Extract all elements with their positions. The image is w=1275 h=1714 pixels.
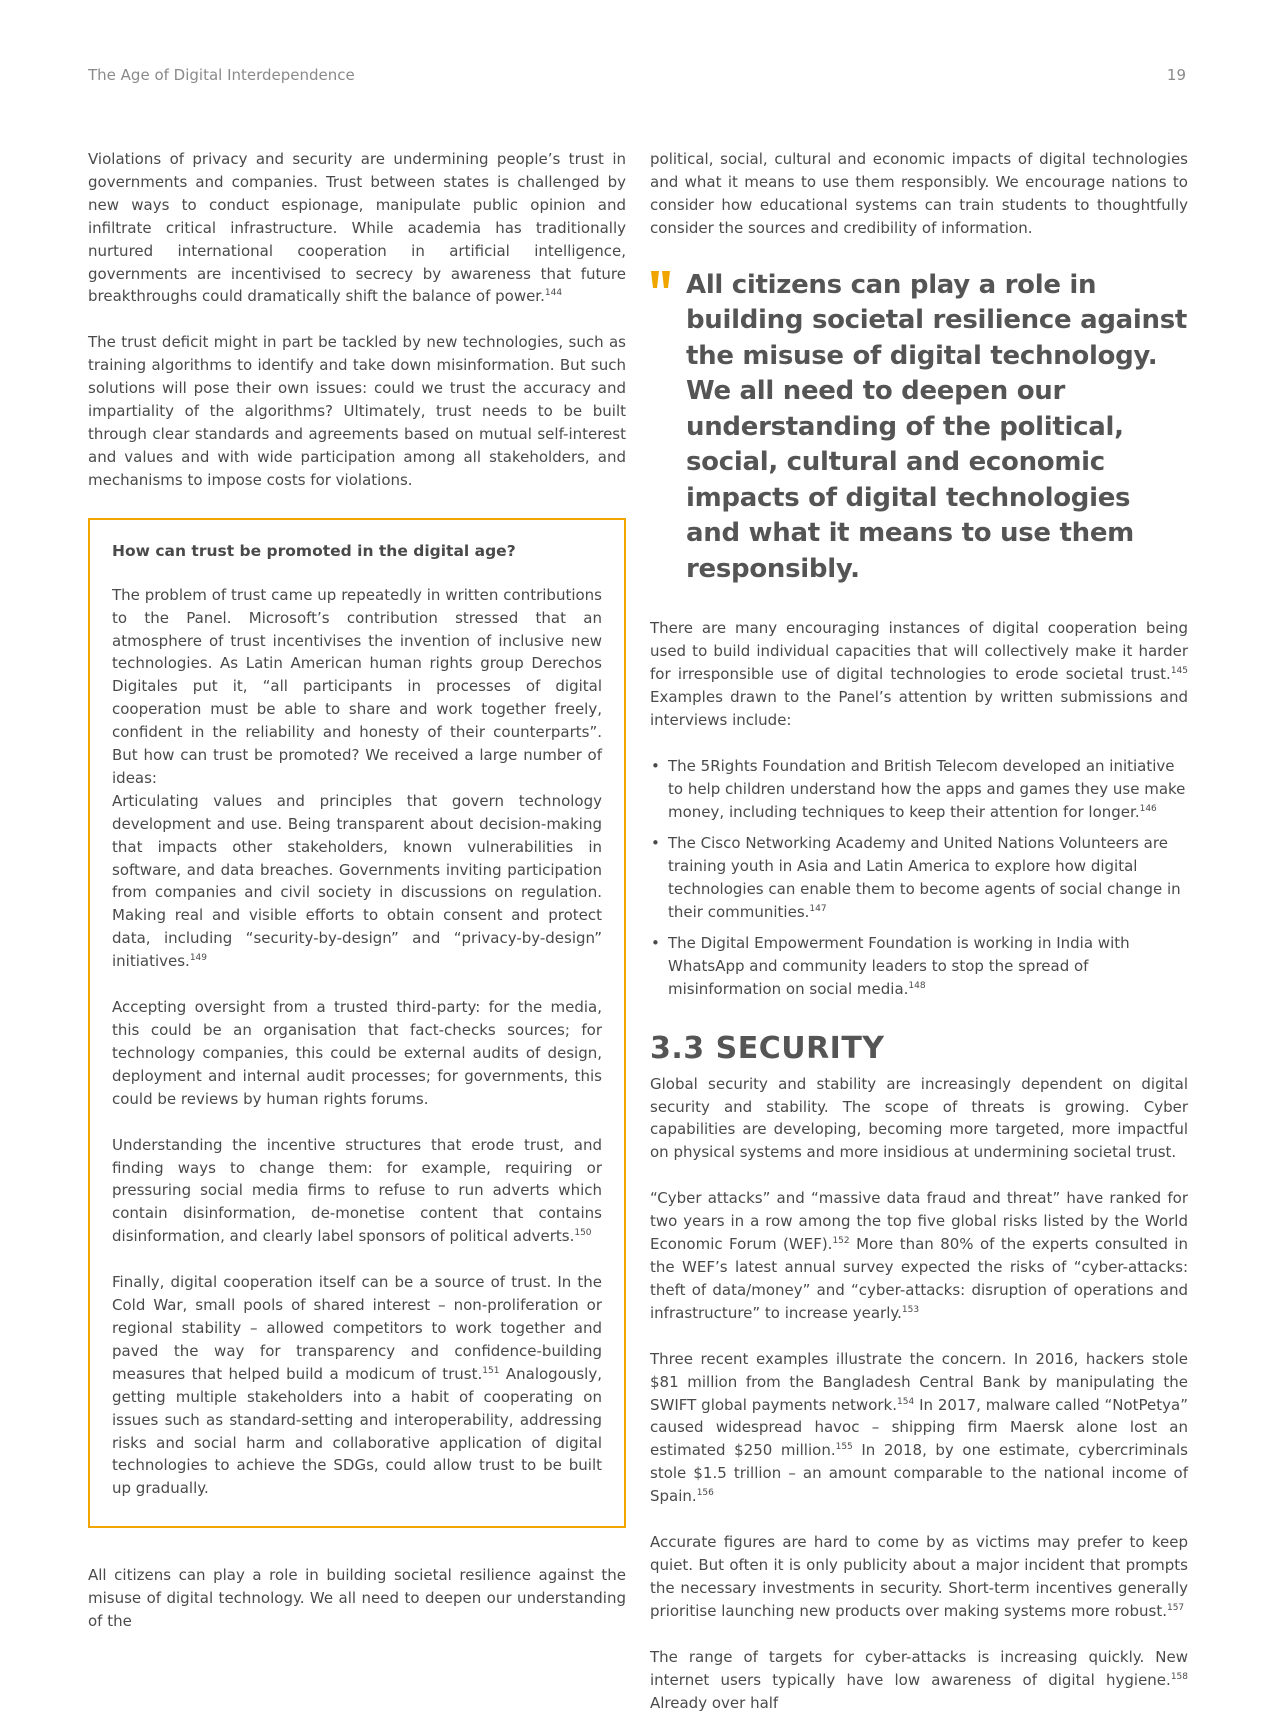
footnote-ref[interactable]: 155 xyxy=(835,1442,853,1453)
paragraph: All citizens can play a role in building societal resilience against the misuse of digital technology. We all need to deepen our understanding of the xyxy=(88,1566,626,1631)
running-header xyxy=(88,66,1186,84)
quote-mark-icon xyxy=(650,270,672,292)
pull-quote xyxy=(650,268,1188,588)
document-title: The Age of Digital Interdependence xyxy=(88,66,355,84)
box-paragraph: Understanding the incentive structures that erode trust, and finding ways to change them: for example, requiring or pressuring social media firms to refuse to run adverts which contain disinformation, de-monetise content that contains disinformation, and clearly label sponsors of political adverts.$^{150}$ xyxy=(112,1135,602,1246)
examples-list xyxy=(650,755,1188,1001)
box-title: How can trust be promoted in the digital age? xyxy=(112,541,516,560)
bullet-icon: • xyxy=(651,933,660,952)
page-number: 19 xyxy=(1166,66,1186,84)
bullet-icon: • xyxy=(651,833,660,852)
footnote-ref[interactable]: 154 xyxy=(897,1396,915,1407)
paragraph: The trust deficit might in part be tackled by new technologies, such as training algorithms to identify and take down misinformation. But such solutions will pose their own issues: could we trust the accuracy and impartiality of the algorithms? Ultimately, trust needs to be built through clear standards and agreements based on mutual self-interest and values and with wide participation among all stakeholders, and mechanisms to impose costs for violations. xyxy=(88,333,626,489)
list-item: • The Digital Empowerment Foundation is working in India with WhatsApp and community leaders to stop the spread of misinformation on social media.$^{148}$ xyxy=(651,933,1130,998)
footnote-ref[interactable]: 156 xyxy=(696,1488,714,1499)
paragraph: There are many encouraging instances of digital cooperation being used to build individual capacities that will collectively make it harder for irresponsible use of digital technologies to erode societal trust.$^{145}$ Examples drawn to the Panel’s attention by written submissions and interviews include: xyxy=(650,619,1188,729)
paragraph: Accurate figures are hard to come by as victims may prefer to keep quiet. But often it is only publicity about a major incident that prompts the necessary investments in security. Short-term incentives generally prioritise launching new products over making systems more robust.$^{157}$ xyxy=(650,1533,1188,1620)
footnote-ref[interactable]: 157 xyxy=(1166,1602,1185,1613)
footnote-ref[interactable]: 158 xyxy=(1170,1671,1188,1682)
footnote-ref[interactable]: 151 xyxy=(482,1365,500,1376)
paragraph: “Cyber attacks” and “massive data fraud and threat” have ranked for two years in a row among the top five global risks listed by the World Economic Forum (WEF).$^{152}$ More than 80% of the experts consulted in the WEF’s latest annual survey expected the risks of “cyber-attacks: theft of data/money” and “cyber-attacks: disruption of operations and infrastructure” to increase yearly.$^{153}$ xyxy=(650,1189,1188,1322)
pull-quote-text: All citizens can play a role in building societal resilience against the misuse of digital technology. We all need to deepen our understanding of the political, social, cultural and economic impacts of digital technologies and what it means to use them responsibly. xyxy=(686,269,1188,584)
box-paragraph: Articulating values and principles that govern technology development and use. Being transparent about decision-making that impacts other stakeholders, known vulnerabilities in software, and data breaches. Governments inviting participation from companies and civil society in discussions on regulation. Making real and visible efforts to obtain consent and protect data, including “security-by-design” and “privacy-by-design” initiatives.$^{149}$ xyxy=(112,791,602,971)
right-column xyxy=(650,148,1188,1714)
list-item: • The Cisco Networking Academy and United Nations Volunteers are training youth in Asia and Latin America to explore how digital technologies can enable them to become agents of social change in their communities.$^{147}$ xyxy=(651,833,1181,921)
list-item: • The 5Rights Foundation and British Telecom developed an initiative to help children understand how the apps and games they use make money, including techniques to keep their attention for longer.$^{146}$ xyxy=(651,756,1186,821)
paragraph: Violations of privacy and security are undermining people’s trust in governments and companies. Trust between states is challenged by new ways to conduct espionage, manipulate public opinion and infiltrate critical infrastructure. While academia has traditionally nurtured international cooperation in artificial intelligence, governments are incentivised to secrecy by awareness that future breakthroughs could dramatically shift the balance of power.$^{144}$ xyxy=(88,150,626,306)
left-column xyxy=(88,148,626,1633)
footnote-ref[interactable]: 153 xyxy=(901,1304,920,1315)
footnote-ref[interactable]: 146 xyxy=(1139,803,1157,814)
footnote-ref[interactable]: 147 xyxy=(809,903,827,914)
paragraph: Three recent examples illustrate the concern. In 2016, hackers stole $81 million from the Bangladesh Central Bank by manipulating the SWIFT global payments network.$^{154}$ In 2017, malware called “NotPetya” caused widespread havoc – shipping firm Maersk alone lost an estimated $250 million.$^{155}$ In 2018, by one estimate, cybercriminals stole $1.5 trillion – an amount comparable to the national income of Spain.$^{156}$ xyxy=(650,1349,1188,1506)
bullet-icon: • xyxy=(651,756,660,775)
footnote-ref[interactable]: 148 xyxy=(908,980,926,991)
paragraph: Global security and stability are increasingly dependent on digital security and stability. The scope of threats is growing. Cyber capabilities are developing, becoming more targeted, more impactful on physical systems and more insidious at undermining societal trust. xyxy=(650,1074,1188,1162)
footnote-ref[interactable]: 152 xyxy=(832,1236,850,1247)
box-paragraph: Accepting oversight from a trusted third-party: for the media, this could be an organisation that fact-checks sources; for technology companies, this could be external audits of design, deployment and internal audit processes; for governments, this could be reviews by human rights forums. xyxy=(112,998,602,1108)
section-heading: 3.3 SECURITY xyxy=(650,1030,885,1066)
footnote-ref[interactable]: 149 xyxy=(189,953,208,964)
footnote-ref[interactable]: 145 xyxy=(1170,665,1188,676)
box-paragraph: Finally, digital cooperation itself can be a source of trust. In the Cold War, small pools of shared interest – non-proliferation or regional stability – allowed competitors to work together and paved the way for transparency and confidence-building measures that helped build a modicum of trust.$^{151}$ Analogously, getting multiple stakeholders into a habit of cooperating on issues such as standard-setting and interoperability, addressing risks and social harm and collaborative application of digital technologies to achieve the SDGs, could allow trust to be built up gradually. xyxy=(112,1273,602,1498)
trust-sidebar-box xyxy=(88,518,626,1529)
box-paragraph: The problem of trust came up repeatedly in written contributions to the Panel. Microsoft’s contribution stressed that an atmosphere of trust incentivises the invention of inclusive new technologies. As Latin American human rights group Derechos Digitales put it, “all participants in processes of digital cooperation must be able to share and work together freely, confident in the reliability and honesty of their counterparts”. But how can trust be promoted? We received a large number of ideas: xyxy=(112,585,602,787)
footnote-ref[interactable]: 150 xyxy=(574,1228,592,1239)
footnote-ref[interactable]: 144 xyxy=(544,288,563,299)
paragraph: political, social, cultural and economic impacts of digital technologies and what it means to use them responsibly. We encourage nations to consider how educational systems can train students to thoughtfully consider the sources and credibility of information. xyxy=(650,150,1188,237)
paragraph: The range of targets for cyber-attacks is increasing quickly. New internet users typically have low awareness of digital hygiene.$^{158}$ Already over half xyxy=(650,1647,1188,1712)
